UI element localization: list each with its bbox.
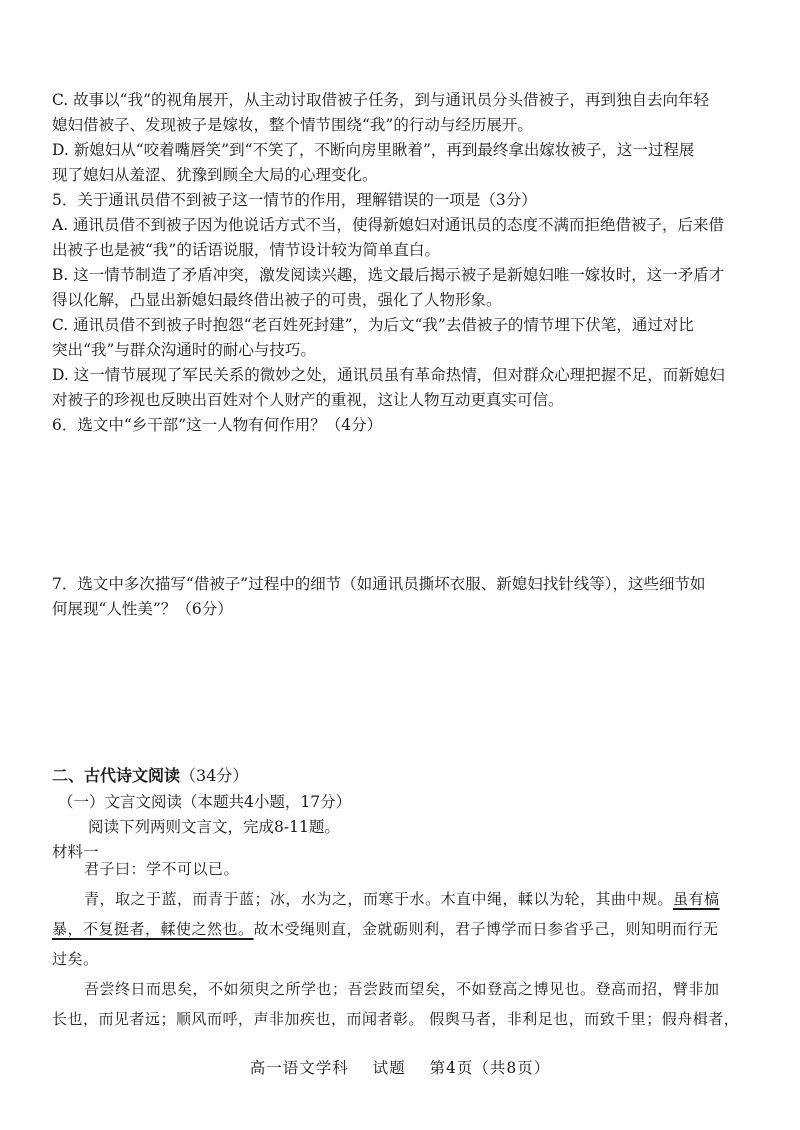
section-title-text: 二、古代诗文阅读 [52, 766, 181, 785]
section-title [52, 763, 248, 786]
q5-option-b-line1: B. 这一情节制造了矛盾冲突，激发阅读兴趣，选文最后揭示被子是新媳妇唯一嫁妆时，这一矛盾才 [52, 266, 725, 284]
q5-option-c-line1: C. 通讯员借不到被子时抱怨“老百姓死封建”，为后文“我”去借被子的情节埋下伏笔，通过对比 [52, 316, 694, 334]
q4-option-d-line2: 现了媳妇从羞涩、犹豫到顾全大局的心理变化。 [52, 166, 378, 184]
q5-option-b-line2: 得以化解，凸显出新媳妇最终借出被子的可贵，强化了人物形象。 [52, 291, 502, 309]
material-label: 材料一 [52, 843, 99, 861]
ancient-text-p2-line3: 过矣。 [52, 950, 99, 968]
ancient-text-p3-line2: 长也，而见者远；顺风而呼，声非加疾也，而闻者彰。 假舆马者，非利足也，而致千里；假舟楫者， [52, 1010, 740, 1028]
q6-stem: 6．选文中“乡干部”这一人物有何作用？（4分） [52, 416, 383, 434]
q4-option-c-line2: 媳妇借被子、发现被子是嫁妆，整个情节围绕“我”的行动与经历展开。 [52, 116, 533, 134]
section-score: （34分） [180, 766, 249, 785]
subsection-heading: （一）文言文阅读（本题共4小题，17分） [58, 793, 352, 811]
ancient-text-p1: 君子曰：学不可以已。 [84, 860, 240, 878]
ancient-text-p2-line1 [84, 884, 774, 914]
q5-option-a-line2: 出被子也是被“我”的话语说服，情节设计较为简单直白。 [52, 241, 440, 259]
q4-option-c-line1: C. 故事以“我”的视角展开，从主动讨取借被子任务，到与通讯员分头借被子，再到独自去向年轻 [52, 91, 710, 109]
footer-subject: 高一语文学科 [249, 1059, 349, 1077]
ancient-text-p3-line1: 吾尝终日而思矣，不如须臾之所学也；吾尝跂而望矣，不如登高之博见也。登高而招，臂非加 [84, 980, 720, 998]
q5-option-d-line2: 对被子的珍视也反映出百姓对个人财产的重视，这让人物互动更真实可信。 [52, 391, 564, 409]
q4-option-d-line1: D. 新媳妇从“咬着嘴唇笑”到“不笑了，不断向房里瞅着”，再到最终拿出嫁妆被子，这一过程展 [52, 141, 695, 159]
page-footer [0, 1056, 800, 1078]
underlined-phrase: 暴，不复挺者，輮使之然也。 [52, 920, 254, 938]
q5-option-a-line1: A. 通讯员借不到被子因为他说话方式不当，使得新媳妇对通讯员的态度不满而拒绝借被子，后来借 [52, 216, 725, 234]
q5-option-d-line1: D. 这一情节展现了军民关系的微妙之处，通讯员虽有革命热情，但对群众心理把握不足，而新媳妇 [52, 366, 725, 384]
ancient-text-segment: 故木受绳则直，金就砺则利，君子博学而日参省乎己，则知明而行无 [253, 920, 719, 938]
q7-stem-line2: 何展现“人性美”？（6分） [52, 600, 233, 618]
ancient-text-segment: 青，取之于蓝，而青于蓝；冰，水为之，而寒于水。木直中绳，輮以为轮，其曲中规。 [84, 890, 674, 908]
reading-instruction: 阅读下列两则文言文，完成8-11题。 [88, 818, 340, 836]
footer-page: 第4页（共8页） [429, 1059, 551, 1077]
footer-type: 试题 [372, 1059, 406, 1077]
ancient-text-p2-line2 [52, 914, 772, 944]
q5-option-c-line2: 突出“我”与群众沟通时的耐心与技巧。 [52, 341, 316, 359]
q7-stem-line1: 7．选文中多次描写“借被子”过程中的细节（如通讯员撕坏衣服、新媳妇找针线等），这些细节如 [52, 575, 706, 593]
underlined-phrase: 虽有槁 [673, 890, 720, 908]
q5-stem: 5．关于通讯员借不到被子这一情节的作用，理解错误的一项是（3分） [52, 191, 537, 209]
